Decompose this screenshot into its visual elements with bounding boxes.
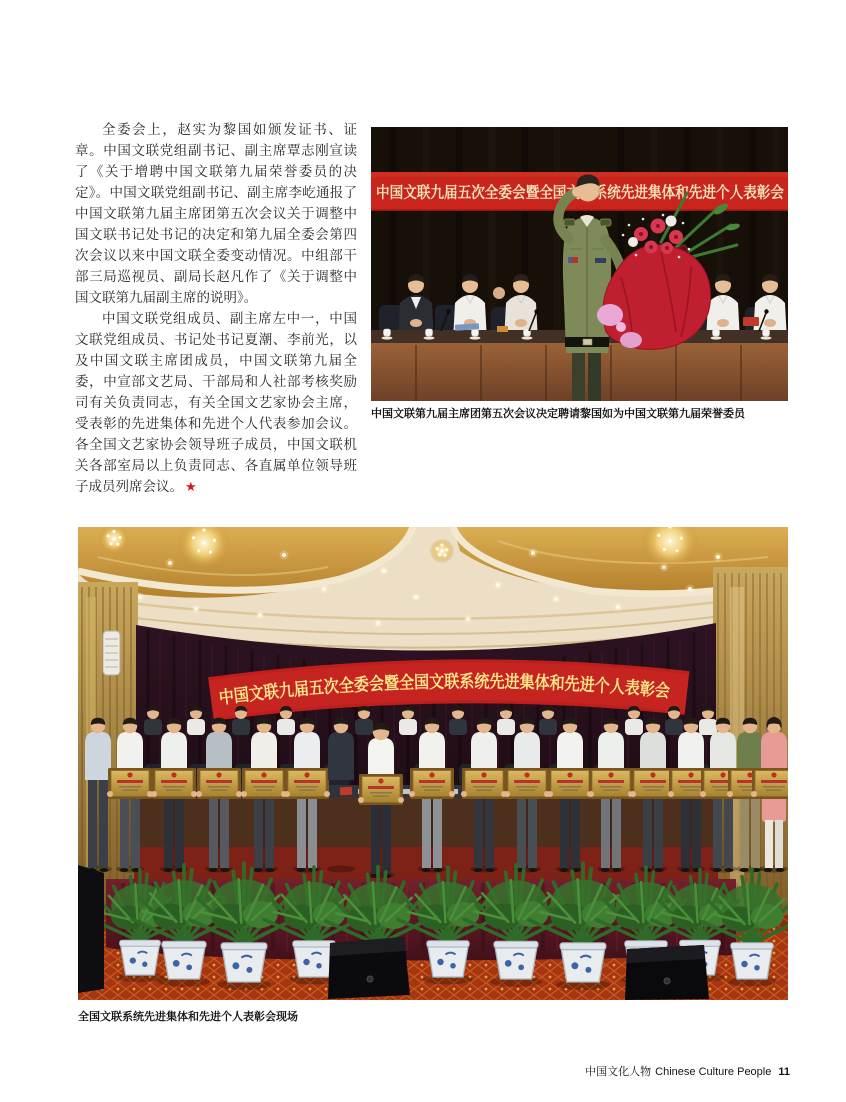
page-footer <box>585 1063 790 1079</box>
photo-honorary-member-salute <box>371 127 842 401</box>
photo-caption-bottom: 全国文联系统先进集体和先进个人表彰会现场 <box>78 1011 298 1023</box>
photo-award-ceremony <box>78 527 788 1000</box>
magazine-name-zh: 中国文化人物 <box>585 1066 652 1078</box>
article-text <box>75 119 357 497</box>
article-end-star-icon: ★ <box>185 479 197 494</box>
photo-salute-illustration <box>371 127 842 401</box>
magazine-name-en: Chinese Culture People <box>655 1066 772 1078</box>
article-paragraph-2 <box>75 308 357 497</box>
photo-caption-top: 中国文联第九届主席团第五次会议决定聘请黎国如为中国文联第九届荣誉委员 <box>371 408 745 420</box>
photo-ceremony-illustration <box>78 527 788 1000</box>
conference-banner-text: 中国文联九届五次全委会暨全国文联系统先进集体和先进个人表彰会 <box>376 184 842 202</box>
ceremony-photo-foreground <box>78 706 788 1000</box>
article-paragraph-2-text: 中国文联党组成员、副主席左中一，中国文联党组成员、书记处书记夏潮、李前光，以及中国文联主席团成员，中国文联第九届全委，中宣部文艺局、干部局和人社部考核奖励司有关负责同志，有关全国文艺家协会主席，受表彰的先进集体和先进个人代表参加会议。各全国文艺家协会领导班子成员，中国文联机关各部室局以上负责同志、各直属单位领导班子成员列席会议。 <box>75 311 357 494</box>
page-number: 11 <box>778 1066 790 1078</box>
article-paragraph-1: 全委会上，赵实为黎国如颁发证书、证章。中国文联党组副书记、副主席覃志刚宣读了《关于增聘中国文联第九届荣誉委员的决定》。中国文联党组副书记、副主席李屹通报了中国文联第九届主席团第五次会议关于调整中国文联书记处书记的决定和第九届全委会第四次会议以来中国文联全委变动情况。中组部干部三局巡视员、副局长赵凡作了《关于调整中国文联第九届副主席的说明》。 <box>75 122 357 305</box>
conference-banner-text: 中国文联九届五次全委会暨全国文联系统先进集体和先进个人表彰会 <box>217 671 674 708</box>
